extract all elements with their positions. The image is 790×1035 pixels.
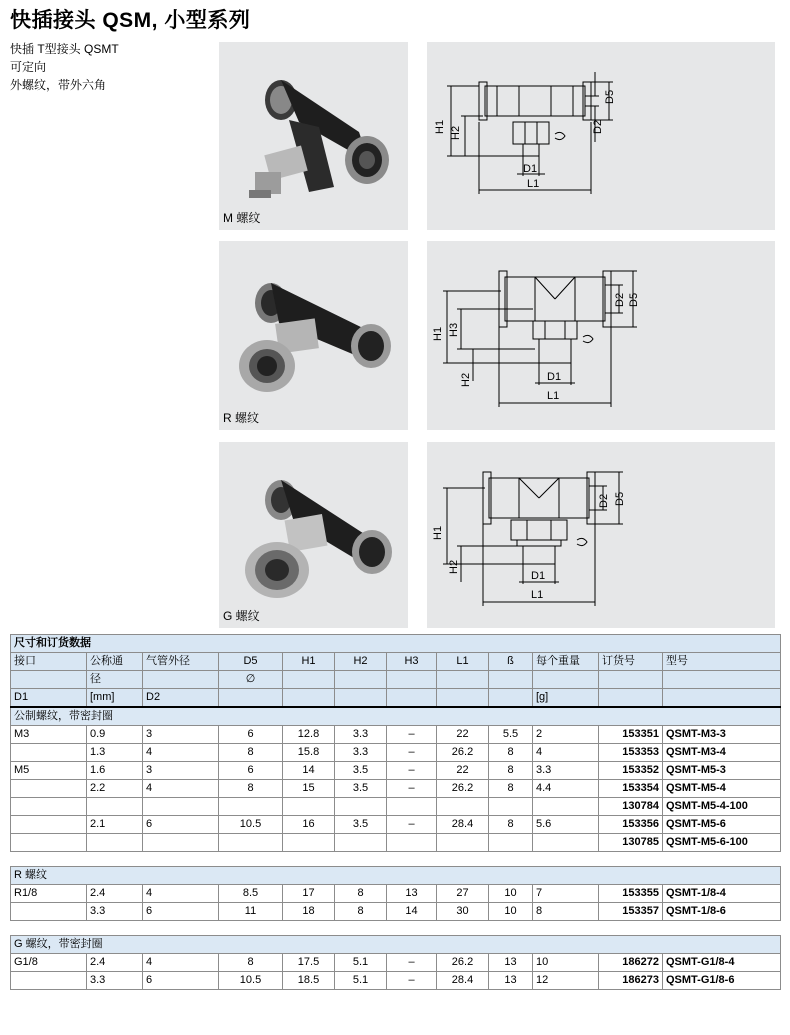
cell-h3: – — [387, 726, 437, 744]
cell-model: QSMT-M5-6-100 — [663, 834, 781, 852]
section-title: R 螺纹 — [11, 867, 781, 885]
cell-w: 12 — [533, 972, 599, 990]
photo-caption-g: G 螺纹 — [223, 609, 260, 623]
cell-order: 153352 — [599, 762, 663, 780]
cell-nom: 1.6 — [87, 762, 143, 780]
section-spacer — [11, 921, 781, 936]
section-title: G 螺纹，带密封圈 — [11, 936, 781, 954]
table-row — [11, 726, 781, 744]
table-row — [11, 744, 781, 762]
cell-nom: 2.4 — [87, 885, 143, 903]
cell-order: 186273 — [599, 972, 663, 990]
cell-h2: 3.5 — [335, 780, 387, 798]
cell-d5 — [219, 834, 283, 852]
cell-port — [11, 834, 87, 852]
cell-tube: 4 — [143, 744, 219, 762]
cell-l1 — [437, 834, 489, 852]
cell-h2 — [335, 798, 387, 816]
header-order: 订货号 — [599, 653, 663, 671]
cell-tube: 4 — [143, 885, 219, 903]
header-tube: 气管外径 — [143, 653, 219, 671]
section-spacer — [11, 852, 781, 867]
header-h2: H2 — [335, 653, 387, 671]
fitting-r-thread-picture — [219, 241, 408, 430]
header-h1: H1 — [283, 653, 335, 671]
cell-h1: 15 — [283, 780, 335, 798]
header-d2: D2 — [143, 689, 219, 708]
cell-order: 153351 — [599, 726, 663, 744]
header-d1: D1 — [11, 689, 87, 708]
label-d2: D2 — [614, 292, 626, 307]
cell-order: 153355 — [599, 885, 663, 903]
cell-h3: 13 — [387, 885, 437, 903]
label-d1: D1 — [523, 163, 538, 175]
cell-port — [11, 903, 87, 921]
cell-port — [11, 744, 87, 762]
cell-h3: 14 — [387, 903, 437, 921]
cell-l1: 22 — [437, 726, 489, 744]
cell-h2: 3.5 — [335, 816, 387, 834]
drawing-m-thread — [427, 42, 775, 230]
cell-model: QSMT-M5-4-100 — [663, 798, 781, 816]
cell-tube: 3 — [143, 726, 219, 744]
header-l1: L1 — [437, 653, 489, 671]
table-row — [11, 834, 781, 852]
cell-beta: 8 — [489, 762, 533, 780]
dimension-drawing-g — [427, 442, 775, 628]
fitting-g-thread-picture — [219, 442, 408, 628]
cell-model: QSMT-G1/8-4 — [663, 954, 781, 972]
cell-h1: 15.8 — [283, 744, 335, 762]
subtitle-line-1: 快插 T型接头 QSMT — [10, 42, 119, 56]
cell-model: QSMT-G1/8-6 — [663, 972, 781, 990]
cell-h3: – — [387, 780, 437, 798]
cell-port: M3 — [11, 726, 87, 744]
header-weight: 每个重量 — [533, 653, 599, 671]
label-h3: H3 — [448, 322, 460, 337]
cell-nom: 2.2 — [87, 780, 143, 798]
cell-order: 153356 — [599, 816, 663, 834]
cell-beta: 8 — [489, 780, 533, 798]
label-l1: L1 — [527, 178, 540, 190]
header-h3: H3 — [387, 653, 437, 671]
cell-nom: 3.3 — [87, 972, 143, 990]
dimension-drawing-m — [427, 42, 775, 230]
cell-w: 2 — [533, 726, 599, 744]
photo-caption-r: R 螺纹 — [223, 411, 260, 425]
cell-h3 — [387, 798, 437, 816]
header-d5-symbol: ∅ — [219, 671, 283, 689]
cell-h1: 18.5 — [283, 972, 335, 990]
cell-nom — [87, 834, 143, 852]
cell-order: 153353 — [599, 744, 663, 762]
cell-tube: 6 — [143, 816, 219, 834]
cell-w: 10 — [533, 954, 599, 972]
cell-tube — [143, 798, 219, 816]
table-row — [11, 798, 781, 816]
table-band-title: 尺寸和订货数据 — [11, 635, 781, 653]
table-row — [11, 885, 781, 903]
cell-beta: 8 — [489, 816, 533, 834]
cell-h1: 17.5 — [283, 954, 335, 972]
table-row — [11, 903, 781, 921]
cell-h3: – — [387, 744, 437, 762]
subtitle-line-2: 可定向 — [10, 60, 47, 74]
cell-h1: 14 — [283, 762, 335, 780]
cell-d5: 8.5 — [219, 885, 283, 903]
cell-nom — [87, 798, 143, 816]
header-port: 接口 — [11, 653, 87, 671]
cell-nom: 1.3 — [87, 744, 143, 762]
subtitle-line-3: 外螺纹，带外六角 — [10, 78, 107, 92]
cell-port — [11, 798, 87, 816]
page-title: 快插接头 QSM, 小型系列 — [10, 9, 251, 32]
cell-beta — [489, 798, 533, 816]
header-g: [g] — [533, 689, 599, 708]
cell-h3: – — [387, 954, 437, 972]
cell-h1: 16 — [283, 816, 335, 834]
cell-model: QSMT-1/8-6 — [663, 903, 781, 921]
cell-w — [533, 834, 599, 852]
cell-d5: 8 — [219, 744, 283, 762]
cell-h1: 18 — [283, 903, 335, 921]
cell-d5: 11 — [219, 903, 283, 921]
label-d2: D2 — [598, 493, 610, 508]
cell-h3 — [387, 834, 437, 852]
cell-l1: 30 — [437, 903, 489, 921]
cell-l1 — [437, 798, 489, 816]
cell-port — [11, 780, 87, 798]
header-beta: ß — [489, 653, 533, 671]
label-h1: H1 — [432, 326, 444, 341]
cell-beta: 10 — [489, 885, 533, 903]
header-nominal-2: 径 — [87, 671, 143, 689]
cell-model: QSMT-M5-3 — [663, 762, 781, 780]
header-model: 型号 — [663, 653, 781, 671]
cell-beta: 5.5 — [489, 726, 533, 744]
cell-l1: 27 — [437, 885, 489, 903]
label-d5: D5 — [604, 89, 616, 104]
cell-model: QSMT-M5-4 — [663, 780, 781, 798]
cell-tube: 6 — [143, 903, 219, 921]
cell-h3: – — [387, 816, 437, 834]
label-d1: D1 — [547, 371, 562, 383]
cell-order: 153354 — [599, 780, 663, 798]
cell-h1: 17 — [283, 885, 335, 903]
cell-model: QSMT-M3-3 — [663, 726, 781, 744]
cell-h2: 3.5 — [335, 762, 387, 780]
header-nominal: 公称通 — [87, 653, 143, 671]
cell-model: QSMT-M3-4 — [663, 744, 781, 762]
label-h2: H2 — [448, 559, 460, 574]
cell-beta — [489, 834, 533, 852]
cell-beta: 8 — [489, 744, 533, 762]
cell-order: 153357 — [599, 903, 663, 921]
table-row — [11, 816, 781, 834]
label-l1: L1 — [531, 589, 544, 601]
cell-d5: 6 — [219, 726, 283, 744]
cell-h2: 5.1 — [335, 972, 387, 990]
label-h1: H1 — [434, 119, 446, 134]
photo-g-thread — [219, 442, 408, 628]
label-d1: D1 — [531, 570, 546, 582]
cell-l1: 26.2 — [437, 780, 489, 798]
cell-tube: 3 — [143, 762, 219, 780]
cell-d5: 10.5 — [219, 816, 283, 834]
photo-r-thread — [219, 241, 408, 430]
cell-beta: 10 — [489, 903, 533, 921]
cell-w — [533, 798, 599, 816]
cell-h2 — [335, 834, 387, 852]
drawing-g-thread — [427, 442, 775, 628]
cell-l1: 28.4 — [437, 816, 489, 834]
dimensions-order-table — [10, 634, 781, 990]
cell-model: QSMT-1/8-4 — [663, 885, 781, 903]
cell-d5: 6 — [219, 762, 283, 780]
label-h2: H2 — [450, 125, 462, 140]
cell-h1: 12.8 — [283, 726, 335, 744]
cell-port: G1/8 — [11, 954, 87, 972]
photo-m-thread — [219, 42, 408, 230]
cell-port: R1/8 — [11, 885, 87, 903]
cell-w: 4.4 — [533, 780, 599, 798]
drawing-r-thread — [427, 241, 775, 430]
table-row — [11, 780, 781, 798]
cell-tube: 4 — [143, 780, 219, 798]
cell-l1: 26.2 — [437, 744, 489, 762]
cell-d5 — [219, 798, 283, 816]
label-d2: D2 — [592, 119, 604, 134]
cell-h3: – — [387, 972, 437, 990]
cell-beta: 13 — [489, 972, 533, 990]
cell-h2: 3.3 — [335, 726, 387, 744]
cell-l1: 26.2 — [437, 954, 489, 972]
cell-nom: 2.4 — [87, 954, 143, 972]
header-d5: D5 — [219, 653, 283, 671]
photo-caption-m: M 螺纹 — [223, 211, 261, 225]
cell-order: 186272 — [599, 954, 663, 972]
cell-w: 3.3 — [533, 762, 599, 780]
cell-d5: 10.5 — [219, 972, 283, 990]
cell-w: 7 — [533, 885, 599, 903]
label-d5: D5 — [614, 491, 626, 506]
table-row — [11, 972, 781, 990]
label-l1: L1 — [547, 390, 560, 402]
cell-d5: 8 — [219, 954, 283, 972]
cell-h1 — [283, 834, 335, 852]
cell-nom: 2.1 — [87, 816, 143, 834]
cell-w: 8 — [533, 903, 599, 921]
cell-beta: 13 — [489, 954, 533, 972]
fitting-m-thread-picture — [219, 42, 408, 230]
section-title: 公制螺纹，带密封圈 — [11, 707, 781, 726]
label-h1: H1 — [432, 525, 444, 540]
cell-port — [11, 972, 87, 990]
cell-port: M5 — [11, 762, 87, 780]
cell-order: 130785 — [599, 834, 663, 852]
table-row — [11, 762, 781, 780]
cell-tube: 4 — [143, 954, 219, 972]
cell-d5: 8 — [219, 780, 283, 798]
header-mm: [mm] — [87, 689, 143, 708]
cell-h2: 5.1 — [335, 954, 387, 972]
cell-h3: – — [387, 762, 437, 780]
cell-tube — [143, 834, 219, 852]
cell-l1: 28.4 — [437, 972, 489, 990]
cell-h2: 8 — [335, 885, 387, 903]
table-row — [11, 954, 781, 972]
cell-w: 4 — [533, 744, 599, 762]
cell-w: 5.6 — [533, 816, 599, 834]
label-d5: D5 — [628, 292, 640, 307]
cell-h2: 8 — [335, 903, 387, 921]
cell-h2: 3.3 — [335, 744, 387, 762]
cell-model: QSMT-M5-6 — [663, 816, 781, 834]
cell-port — [11, 816, 87, 834]
cell-nom: 0.9 — [87, 726, 143, 744]
cell-h1 — [283, 798, 335, 816]
label-h2: H2 — [460, 372, 472, 387]
cell-l1: 22 — [437, 762, 489, 780]
cell-tube: 6 — [143, 972, 219, 990]
dimension-drawing-r — [427, 241, 775, 430]
cell-nom: 3.3 — [87, 903, 143, 921]
cell-order: 130784 — [599, 798, 663, 816]
